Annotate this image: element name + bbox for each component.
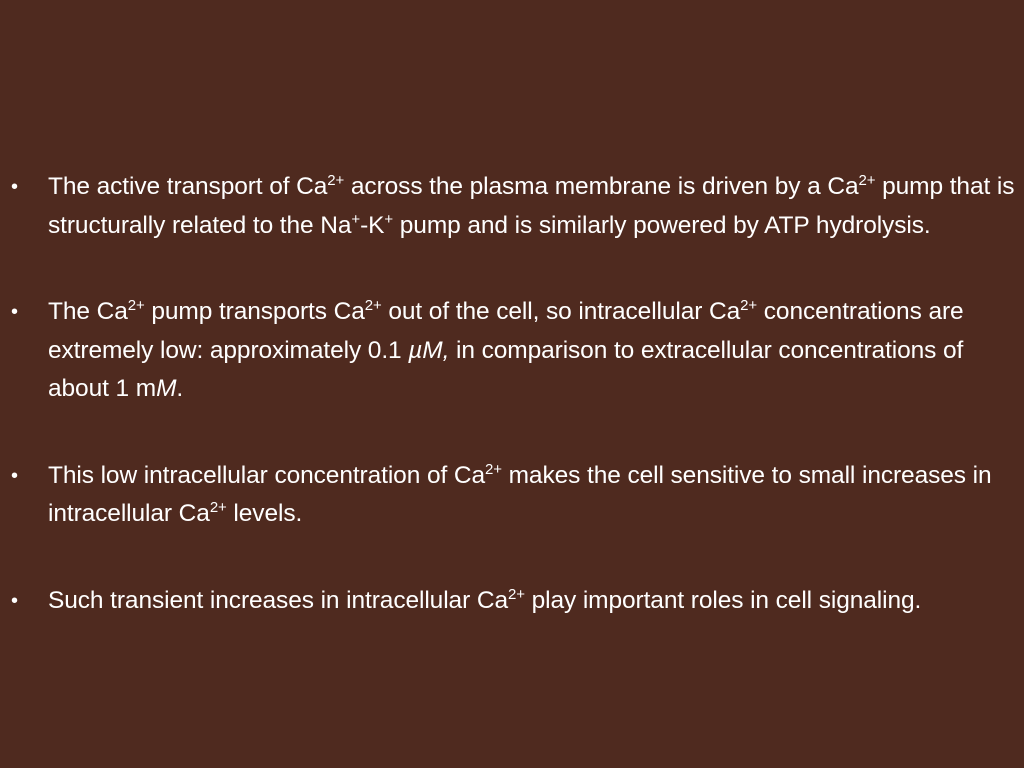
superscript: 2+ bbox=[485, 460, 502, 478]
bullet-text: levels. bbox=[226, 500, 303, 527]
bullet-item bbox=[0, 582, 1020, 621]
superscript: 2+ bbox=[209, 499, 227, 516]
bullet-list bbox=[0, 168, 1020, 620]
unit-italic: µM, bbox=[408, 336, 450, 364]
superscript: 2+ bbox=[507, 585, 525, 603]
bullet-text: concentrations are extremely low: approximately 0.1 bbox=[48, 298, 964, 364]
bullet-text: . bbox=[176, 375, 184, 402]
bullet-text: The active transport of Ca bbox=[48, 173, 328, 200]
superscript: 2+ bbox=[740, 297, 758, 314]
bullet-text: play important roles in cell signaling. bbox=[524, 586, 922, 614]
bullet-marker: • bbox=[11, 589, 18, 612]
superscript: 2+ bbox=[364, 297, 382, 314]
superscript: + bbox=[384, 210, 394, 228]
bullet-marker: • bbox=[11, 176, 18, 198]
bullet-item bbox=[0, 168, 1020, 245]
bullet-text: Such transient increases in intracellular Ca bbox=[48, 586, 508, 614]
superscript: 2+ bbox=[127, 297, 145, 314]
bullet-text: -K bbox=[360, 211, 385, 239]
bullet-text: pump and is similarly powered by ATP hydrolysis. bbox=[393, 211, 931, 239]
bullet-text: across the plasma membrane is driven by a Ca bbox=[344, 173, 859, 200]
superscript: 2+ bbox=[858, 172, 876, 189]
superscript: + bbox=[351, 210, 361, 228]
bullet-text: in comparison to extracellular concentrations of about 1 m bbox=[48, 336, 964, 402]
bullet-text: makes the cell sensitive to small increases in intracellular Ca bbox=[48, 461, 992, 527]
bullet-marker: • bbox=[11, 464, 18, 487]
bullet-text: This low intracellular concentration of Ca bbox=[48, 461, 486, 489]
superscript: 2+ bbox=[327, 172, 345, 189]
bullet-text: pump that is structurally related to the Na bbox=[48, 173, 1015, 239]
bullet-text: out of the cell, so intracellular Ca bbox=[381, 298, 741, 325]
bullet-item bbox=[0, 293, 1020, 409]
bullet-text: The Ca bbox=[48, 298, 128, 325]
bullet-marker: • bbox=[11, 301, 18, 323]
bullet-item bbox=[0, 457, 1020, 534]
bullet-text: pump transports Ca bbox=[144, 298, 365, 325]
unit-italic: M bbox=[156, 375, 177, 402]
